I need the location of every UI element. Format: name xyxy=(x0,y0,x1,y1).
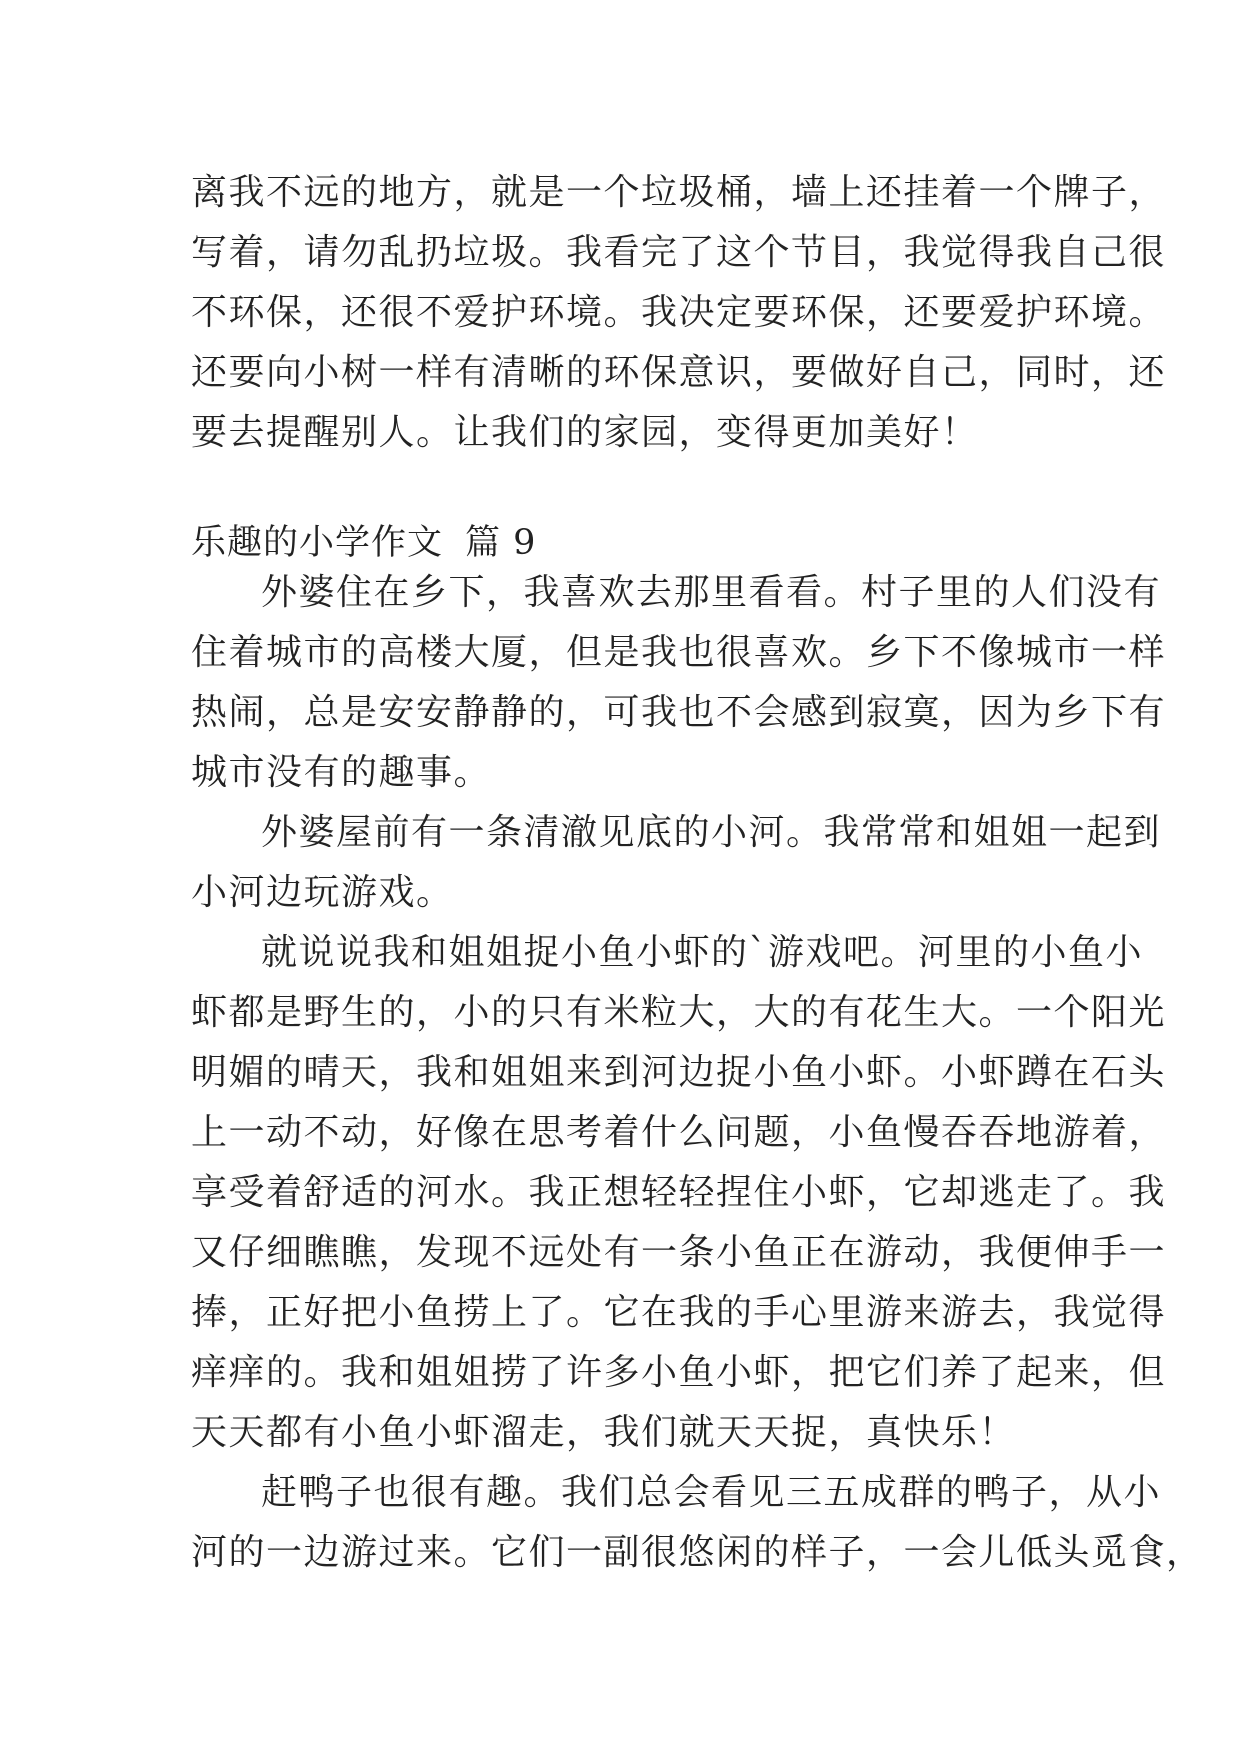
text-line: 还要向小树一样有清晰的环保意识，要做好自己，同时，还 xyxy=(191,352,1167,393)
paragraph-4 xyxy=(191,1463,1204,1583)
text-line: 住着城市的高楼大厦，但是我也很喜欢。乡下不像城市一样 xyxy=(191,632,1167,673)
text-line: 要去提醒别人。让我们的家园，变得更加美好！ xyxy=(191,412,979,453)
text-line: 外婆住在乡下，我喜欢去那里看看。村子里的人们没有 xyxy=(261,572,1162,613)
text-line: 天天都有小鱼小虾溜走，我们就天天捉，真快乐！ xyxy=(191,1412,1017,1453)
text-line: 就说说我和姐姐捉小鱼小虾的`游戏吧。河里的小鱼小 xyxy=(261,932,1144,973)
text-line: 明媚的晴天，我和姐姐来到河边捉小鱼小虾。小虾蹲在石头 xyxy=(191,1052,1167,1093)
text-line: 河的一边游过来。它们一副很悠闲的样子，一会儿低头觅食， xyxy=(191,1532,1204,1573)
top-paragraph xyxy=(191,163,1167,463)
text-line: 上一动不动，好像在思考着什么问题，小鱼慢吞吞地游着， xyxy=(191,1112,1167,1153)
text-line: 外婆屋前有一条清澈见底的小河。我常常和姐姐一起到 xyxy=(261,812,1162,853)
text-line: 赶鸭子也很有趣。我们总会看见三五成群的鸭子，从小 xyxy=(261,1472,1162,1513)
section-number: 篇 9 xyxy=(465,523,537,563)
text-line: 享受着舒适的河水。我正想轻轻捏住小虾，它却逃走了。我 xyxy=(191,1172,1167,1213)
text-line: 虾都是野生的，小的只有米粒大，大的有花生大。一个阳光 xyxy=(191,992,1167,1033)
text-line: 热闹，总是安安静静的，可我也不会感到寂寞，因为乡下有 xyxy=(191,692,1167,733)
text-line: 小河边玩游戏。 xyxy=(191,872,454,913)
paragraph-2 xyxy=(191,803,1162,923)
text-line: 写着，请勿乱扔垃圾。我看完了这个节目，我觉得我自己很 xyxy=(191,232,1167,273)
text-line: 离我不远的地方，就是一个垃圾桶，墙上还挂着一个牌子， xyxy=(191,172,1167,213)
text-line: 又仔细瞧瞧，发现不远处有一条小鱼正在游动，我便伸手一 xyxy=(191,1232,1167,1273)
text-line: 捧，正好把小鱼捞上了。它在我的手心里游来游去，我觉得 xyxy=(191,1292,1167,1333)
paragraph-3 xyxy=(191,923,1167,1463)
text-line: 不环保，还很不爱护环境。我决定要环保，还要爱护环境。 xyxy=(191,292,1167,333)
text-line: 痒痒的。我和姐姐捞了许多小鱼小虾，把它们养了起来，但 xyxy=(191,1352,1167,1393)
text-line: 城市没有的趣事。 xyxy=(191,752,492,793)
paragraph-1 xyxy=(191,563,1167,803)
section-title: 乐趣的小学作文 xyxy=(191,523,444,563)
